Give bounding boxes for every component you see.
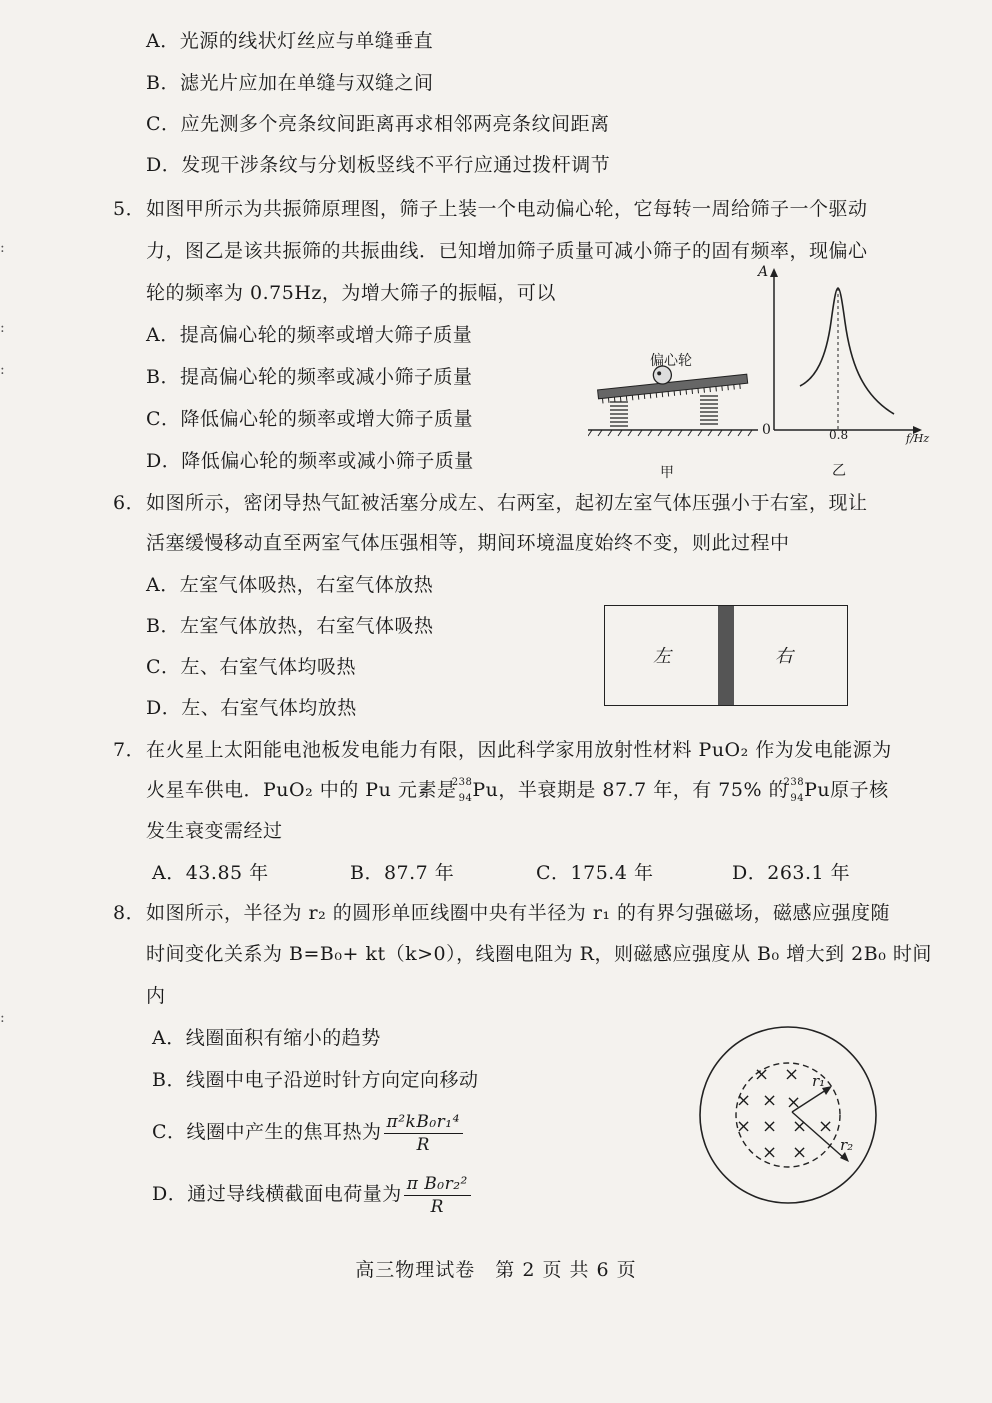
q8-number: 8．	[113, 902, 146, 924]
r1-label: r₁	[812, 1072, 826, 1090]
field-mark: ×	[818, 1116, 834, 1137]
q5-option-d: D．降低偏心轮的频率或减小筛子质量	[146, 450, 474, 472]
figure-caption: 乙	[832, 463, 846, 479]
q4-option-d: D．发现干涉条纹与分划板竖线不平行应通过拨杆调节	[146, 154, 611, 176]
figure-caption: 甲	[660, 465, 674, 481]
q4-option-a: A．光源的线状灯丝应与单缝垂直	[146, 30, 434, 52]
field-mark: ×	[784, 1064, 800, 1085]
q5-option-b: B．提高偏心轮的频率或减小筛子质量	[146, 366, 473, 388]
q7-option-c: C．175.4 年	[536, 862, 654, 884]
q5-option-c: C．降低偏心轮的频率或增大筛子质量	[146, 408, 474, 430]
field-mark: ×	[736, 1090, 752, 1111]
q6-stem-line: 活塞缓慢移动直至两室气体压强相等，期间环境温度始终不变，则此过程中	[146, 532, 790, 554]
nuclide-notation	[451, 777, 473, 804]
q8-stem-line: 内	[146, 985, 166, 1007]
nuclide-notation	[783, 777, 805, 804]
q5-stem-line: 轮的频率为 0.75Hz，为增大筛子的振幅，可以	[146, 282, 556, 304]
fraction-denominator: R	[416, 1134, 430, 1155]
edge-mark: :	[0, 362, 5, 378]
resonance-curve	[756, 262, 936, 484]
q5-option-a: A．提高偏心轮的频率或增大筛子质量	[146, 324, 473, 346]
atomic-number: 94	[458, 793, 473, 804]
sieve-diagram	[588, 350, 758, 485]
left-chamber-label: 左	[653, 646, 671, 667]
q7-stem-line: 在火星上太阳能电池板发电能力有限，因此科学家用放射性材料 PuO₂ 作为发电能源为	[146, 739, 892, 761]
q8-option-b: B．线圈中电子沿逆时针方向定向移动	[152, 1069, 479, 1091]
field-mark: ×	[792, 1116, 808, 1137]
q6-option-b: B．左室气体放热，右室气体吸热	[146, 615, 434, 637]
edge-mark: :	[0, 240, 5, 256]
q6-number: 6．	[113, 492, 146, 514]
q8-option-c-text: C．线圈中产生的焦耳热为	[152, 1121, 382, 1143]
q6-option-d: D．左、右室气体均放热	[146, 697, 357, 719]
peak-tick-label: 0.8	[829, 428, 849, 442]
q7-stem-part: 火星车供电．PuO₂ 中的 Pu 元素是	[146, 779, 457, 801]
q5-stem-line: 如图甲所示为共振筛原理图，筛子上装一个电动偏心轮，它每转一周给筛子一个驱动	[146, 198, 868, 220]
origin-label: 0	[762, 422, 771, 438]
fraction-denominator: R	[430, 1196, 444, 1217]
r2-label: r₂	[840, 1136, 854, 1154]
field-mark: ×	[762, 1116, 778, 1137]
q8-option-c	[152, 1108, 463, 1156]
wheel-label: 偏心轮	[650, 353, 692, 369]
atomic-number: 94	[790, 793, 805, 804]
field-mark: ×	[762, 1090, 778, 1111]
q7-number: 7．	[113, 739, 146, 761]
q7-stem-line: 发生衰变需经过	[146, 820, 283, 842]
q7-option-a: A．43.85 年	[152, 862, 269, 884]
edge-mark: :	[0, 1010, 5, 1026]
cylinder-diagram	[604, 605, 848, 706]
field-mark: ×	[736, 1116, 752, 1137]
mass-number: 238	[783, 777, 805, 788]
y-axis-label: A	[758, 264, 769, 280]
q8-stem-line: 时间变化关系为 B=B₀+ kt（k>0），线圈电阻为 R，则磁感应强度从 B₀ 增大到 2B₀ 时间	[146, 943, 932, 965]
edge-mark: :	[0, 320, 5, 336]
q5-number: 5．	[113, 198, 146, 220]
q8-option-d	[152, 1170, 471, 1218]
q4-option-c: C．应先测多个亮条纹间距离再求相邻两亮条纹间距离	[146, 113, 610, 135]
q5-stem-line: 力，图乙是该共振筛的共振曲线．已知增加筛子质量可减小筛子的固有频率，现偏心	[146, 240, 868, 262]
q8-option-a: A．线圈面积有缩小的趋势	[152, 1027, 381, 1049]
coil-diagram	[696, 1020, 882, 1210]
q7-option-d: D．263.1 年	[732, 862, 851, 884]
fraction	[404, 1173, 471, 1218]
q8-stem-line: 如图所示，半径为 r₂ 的圆形单匝线圈中央有半径为 r₁ 的有界匀强磁场，磁感应强度随	[146, 902, 891, 924]
q7-stem-part: Pu原子核	[804, 779, 889, 801]
q6-option-a: A．左室气体吸热，右室气体放热	[146, 574, 434, 596]
right-chamber-label: 右	[775, 646, 793, 667]
q8-option-d-text: D．通过导线横截面电荷量为	[152, 1183, 402, 1205]
x-axis-label: f/Hz	[906, 432, 930, 445]
q7-stem-line	[146, 777, 889, 803]
q6-stem-line: 如图所示，密闭导热气缸被活塞分成左、右两室，起初左室气体压强小于右室，现让	[146, 492, 868, 514]
q6-option-c: C．左、右室气体均吸热	[146, 656, 357, 678]
field-mark: ×	[786, 1092, 802, 1113]
piston	[718, 606, 734, 705]
field-mark: ×	[762, 1142, 778, 1163]
fraction-numerator: π²kB₀r₁⁴	[384, 1111, 463, 1134]
q7-option-b: B．87.7 年	[350, 862, 455, 884]
fraction	[384, 1111, 463, 1156]
field-mark: ×	[754, 1064, 770, 1085]
q4-option-b: B．滤光片应加在单缝与双缝之间	[146, 72, 434, 94]
mass-number: 238	[451, 777, 473, 788]
field-mark: ×	[792, 1142, 808, 1163]
q7-stem-part: Pu，半衰期是 87.7 年，有 75% 的	[472, 779, 789, 801]
page-footer: 高三物理试卷 第 2 页 共 6 页	[355, 1259, 637, 1281]
fraction-numerator: π B₀r₂²	[404, 1173, 471, 1196]
